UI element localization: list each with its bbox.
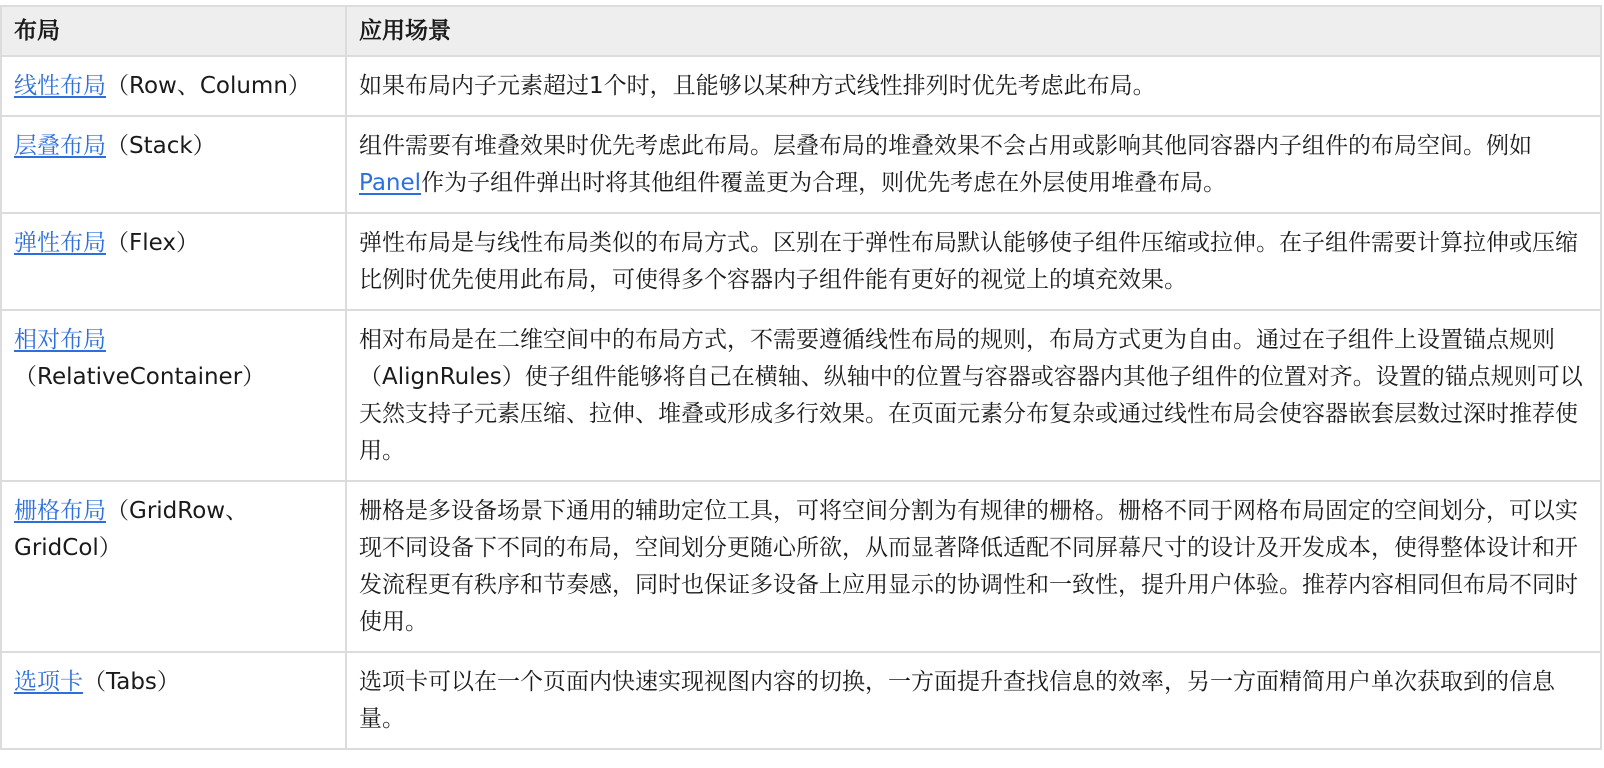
panel-link[interactable]: Panel <box>359 170 422 196</box>
scenario-text: 栅格是多设备场景下通用的辅助定位工具，可将空间分割为有规律的栅格。栅格不同于网格布局固定的空间划分，可以实现不同设备下不同的布局，空间划分更随心所欲，从而显著降低适配不同屏幕尺寸的设计及开发成本，使得整体设计和开发流程更有秩序和节奏感，同时也保证多设备上应用显示的协调性和一致性，提升用户体验。推荐内容相同但布局不同时使用。 <box>359 498 1578 635</box>
layout-suffix: （RelativeContainer） <box>14 364 266 390</box>
scenario-cell <box>346 213 1601 310</box>
header-layout: 布局 <box>1 6 346 56</box>
table-row <box>1 116 1601 213</box>
header-scenario: 应用场景 <box>346 6 1601 56</box>
scenario-text: 选项卡可以在一个页面内快速实现视图内容的切换，一方面提升查找信息的效率，另一方面精简用户单次获取到的信息量。 <box>359 669 1555 732</box>
table-row <box>1 310 1601 481</box>
table-row <box>1 481 1601 652</box>
layout-suffix: （Row、Column） <box>106 73 311 99</box>
layout-suffix: （Flex） <box>106 230 199 256</box>
scenario-text: 相对布局是在二维空间中的布局方式，不需要遵循线性布局的规则，布局方式更为自由。通过在子组件上设置锚点规则（AlignRules）使子组件能够将自己在横轴、纵轴中的位置与容器或容器内其他子组件的位置对齐。设置的锚点规则可以天然支持子元素压缩、拉伸、堆叠或形成多行效果。在页面元素分布复杂或通过线性布局会使容器嵌套层数过深时推荐使用。 <box>359 327 1583 464</box>
layout-suffix: （GridRow、GridCol） <box>14 498 249 561</box>
scenario-cell <box>346 56 1601 116</box>
layout-cell <box>1 310 346 481</box>
linear-layout-link[interactable]: 线性布局 <box>14 73 106 99</box>
scenario-cell <box>346 652 1601 749</box>
table-header-row <box>1 6 1601 56</box>
relative-layout-link[interactable]: 相对布局 <box>14 327 106 353</box>
layout-suffix: （Stack） <box>106 133 216 159</box>
layout-cell <box>1 116 346 213</box>
flex-layout-link[interactable]: 弹性布局 <box>14 230 106 256</box>
layout-suffix: （Tabs） <box>83 669 180 695</box>
stack-layout-link[interactable]: 层叠布局 <box>14 133 106 159</box>
table-row <box>1 652 1601 749</box>
layout-cell <box>1 213 346 310</box>
layout-cell <box>1 481 346 652</box>
layout-cell <box>1 652 346 749</box>
table-row <box>1 213 1601 310</box>
layout-cell <box>1 56 346 116</box>
tabs-layout-link[interactable]: 选项卡 <box>14 669 83 695</box>
layout-table <box>0 5 1602 750</box>
scenario-text: 弹性布局是与线性布局类似的布局方式。区别在于弹性布局默认能够使子组件压缩或拉伸。在子组件需要计算拉伸或压缩比例时优先使用此布局，可使得多个容器内子组件能有更好的视觉上的填充效果。 <box>359 230 1578 293</box>
scenario-text: 如果布局内子元素超过1个时，且能够以某种方式线性排列时优先考虑此布局。 <box>359 73 1156 99</box>
scenario-cell <box>346 116 1601 213</box>
scenario-text: 组件需要有堆叠效果时优先考虑此布局。层叠布局的堆叠效果不会占用或影响其他同容器内子组件的布局空间。例如 <box>359 133 1532 159</box>
grid-layout-link[interactable]: 栅格布局 <box>14 498 106 524</box>
table-row <box>1 56 1601 116</box>
scenario-cell <box>346 310 1601 481</box>
scenario-cell <box>346 481 1601 652</box>
scenario-text-continued: 作为子组件弹出时将其他组件覆盖更为合理，则优先考虑在外层使用堆叠布局。 <box>421 170 1227 196</box>
